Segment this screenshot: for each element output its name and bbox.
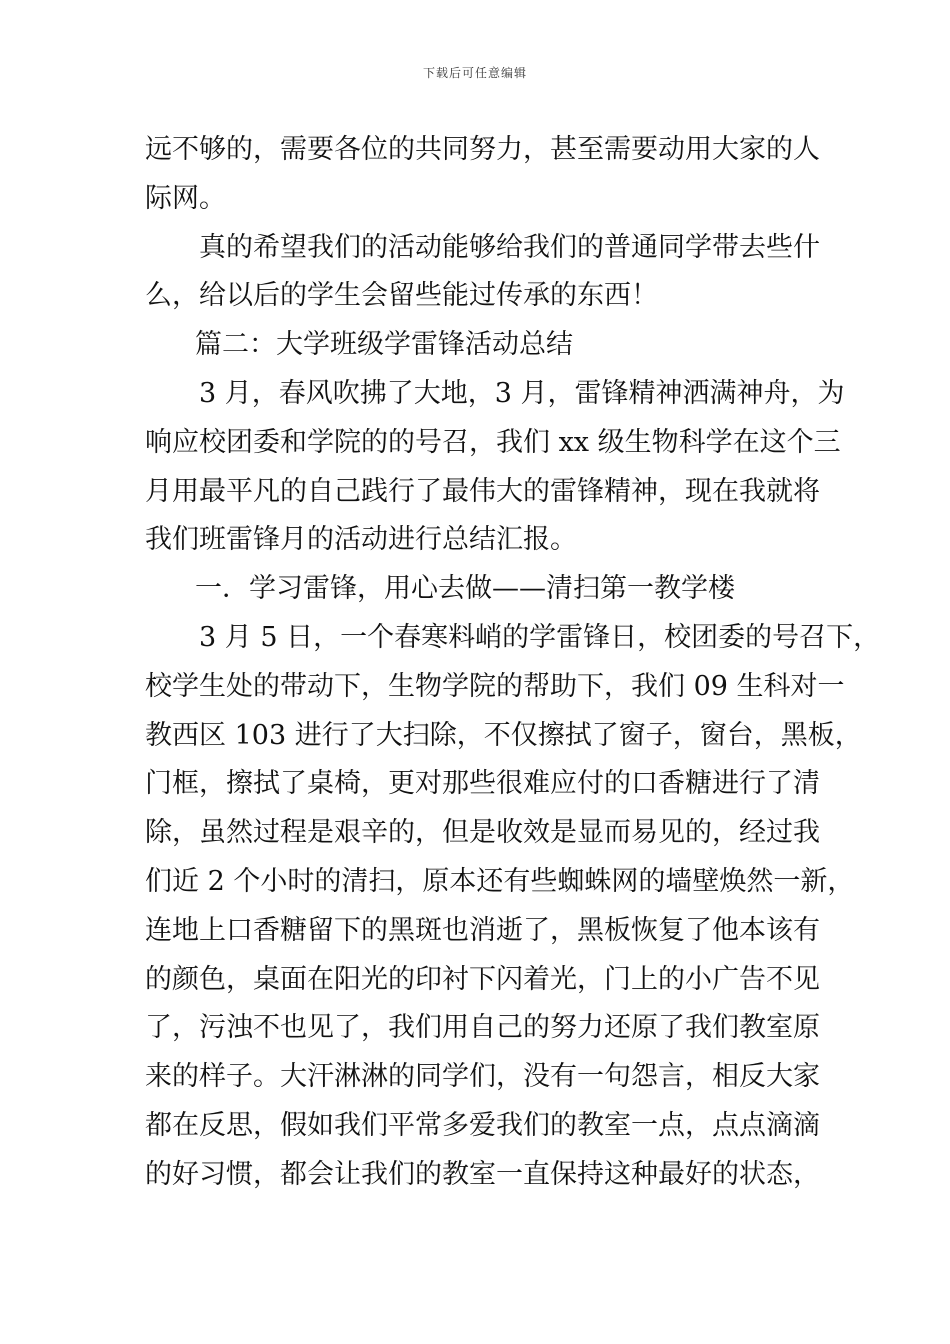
text-line: 校学生处的带动下，生物学院的帮助下，我们 09 生科对一 [145, 670, 845, 702]
text-line: 除，虽然过程是艰辛的，但是收效是显而易见的，经过我 [145, 817, 820, 849]
text-line: 的颜色，桌面在阳光的印衬下闪着光，门上的小广告不见 [145, 963, 820, 995]
text-line: 际网。 [145, 182, 226, 214]
text-line: 都在反思，假如我们平常多爱我们的教室一点，点点滴滴 [145, 1109, 820, 1141]
text-line: 响应校团委和学院的的号召，我们 xx 级生物科学在这个三 [145, 426, 841, 458]
document-body [145, 126, 881, 1200]
text-line: 月用最平凡的自己践行了最伟大的雷锋精神，现在我就将 [145, 475, 820, 507]
paragraph-start-line: 3 月 5 日，一个春寒料峭的学雷锋日，校团委的号召下， [199, 621, 881, 653]
text-line: 连地上口香糖留下的黑斑也消逝了，黑板恢复了他本该有 [145, 914, 820, 946]
text-line: 的好习惯，都会让我们的教室一直保持这种最好的状态， [145, 1158, 820, 1190]
text-line: 么，给以后的学生会留些能过传承的东西！ [145, 280, 658, 312]
text-line: 教西区 103 进行了大扫除，不仅擦拭了窗子，窗台，黑板， [145, 719, 862, 751]
text-line: 们近 2 个小时的清扫，原本还有些蜘蛛网的墙壁焕然一新， [145, 865, 855, 897]
text-line: 来的样子。大汗淋淋的同学们，没有一句怨言，相反大家 [145, 1061, 820, 1093]
section-heading: 篇二：大学班级学雷锋活动总结 [195, 329, 573, 361]
paragraph-start-line: 3 月，春风吹拂了大地，3 月，雷锋精神洒满神舟，为 [199, 377, 845, 409]
text-line: 远不够的，需要各位的共同努力，甚至需要动用大家的人 [145, 134, 820, 165]
page-header-note: 下载后可任意编辑 [422, 66, 527, 80]
paragraph-start-line: 真的希望我们的活动能够给我们的普通同学带去些什 [199, 231, 820, 263]
text-line: 了，污浊不也见了，我们用自己的努力还原了我们教室原 [145, 1012, 820, 1044]
text-line: 我们班雷锋月的活动进行总结汇报。 [145, 524, 577, 556]
subsection-heading: 一．学习雷锋，用心去做——清扫第一教学楼 [195, 573, 735, 605]
text-line: 门框，擦拭了桌椅，更对那些很难应付的口香糖进行了清 [145, 768, 820, 800]
